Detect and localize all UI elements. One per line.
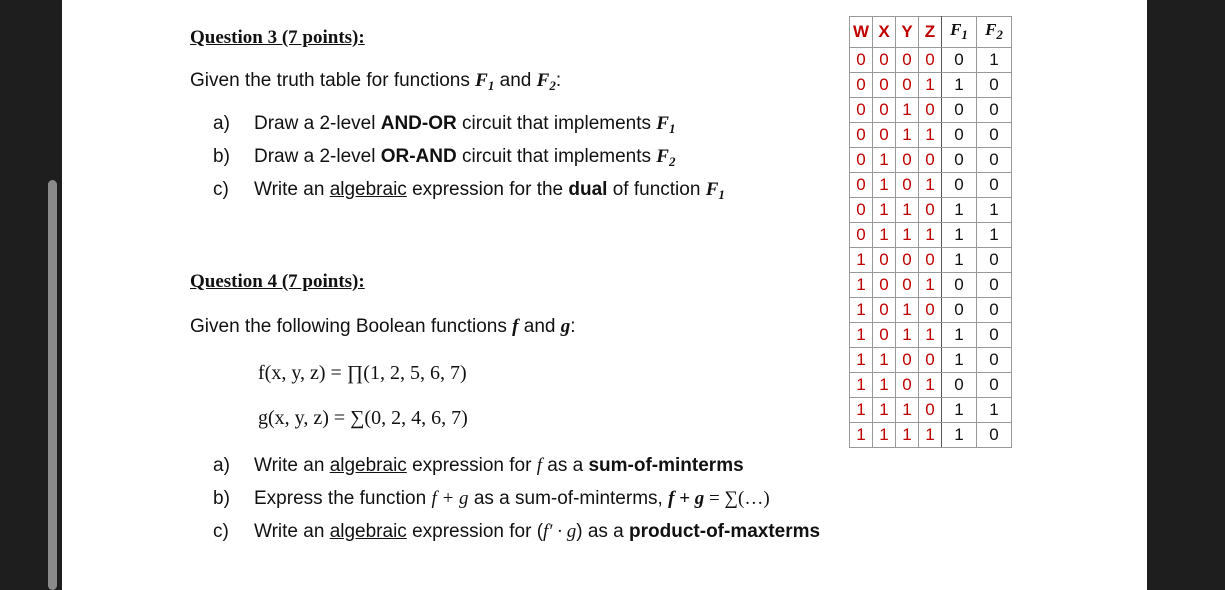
q3-item-c: Write an algebraic expression for the dual of function $F_1$ xyxy=(254,179,725,202)
table-row xyxy=(850,373,1012,398)
table-cell: 0 xyxy=(896,148,919,173)
table-cell: 1 xyxy=(873,198,896,223)
table-row xyxy=(850,248,1012,273)
table-cell: 1 xyxy=(942,323,977,348)
table-cell: 1 xyxy=(977,48,1012,73)
q3-item-c-letter: c) xyxy=(213,179,229,200)
table-cell: 0 xyxy=(873,323,896,348)
q4-item-c-letter: c) xyxy=(213,521,229,542)
q3-item-a: Draw a 2-level AND-OR circuit that implements $F_1$ xyxy=(254,113,676,136)
table-cell: 0 xyxy=(850,48,873,73)
table-row xyxy=(850,323,1012,348)
table-cell: 0 xyxy=(850,173,873,198)
table-cell: 0 xyxy=(942,173,977,198)
table-cell: 1 xyxy=(850,398,873,423)
table-cell: 0 xyxy=(942,48,977,73)
table-cell: 0 xyxy=(977,123,1012,148)
table-cell: 0 xyxy=(896,48,919,73)
table-cell: 0 xyxy=(896,273,919,298)
q3-item-a-letter: a) xyxy=(213,113,230,134)
table-cell: 0 xyxy=(942,148,977,173)
table-cell: 0 xyxy=(919,148,942,173)
table-cell: 0 xyxy=(977,248,1012,273)
table-cell: 0 xyxy=(942,98,977,123)
table-row xyxy=(850,348,1012,373)
table-cell: 1 xyxy=(850,248,873,273)
table-cell: 0 xyxy=(896,73,919,98)
table-row xyxy=(850,148,1012,173)
table-cell: 0 xyxy=(850,123,873,148)
table-cell: 1 xyxy=(919,423,942,448)
formula-g: g(x, y, z) = ∑(0, 2, 4, 6, 7) xyxy=(258,407,468,429)
q3-item-b: Draw a 2-level OR-AND circuit that implements $F_2$ xyxy=(254,146,676,169)
table-row xyxy=(850,48,1012,73)
table-cell: 0 xyxy=(873,273,896,298)
table-cell: 1 xyxy=(873,173,896,198)
table-cell: 1 xyxy=(873,398,896,423)
table-cell: 0 xyxy=(873,73,896,98)
table-cell: 1 xyxy=(977,198,1012,223)
table-cell: 1 xyxy=(942,398,977,423)
table-cell: 1 xyxy=(873,348,896,373)
table-cell: 1 xyxy=(850,423,873,448)
table-cell: 0 xyxy=(919,98,942,123)
table-cell: 0 xyxy=(896,348,919,373)
table-cell: 0 xyxy=(977,423,1012,448)
table-cell: 0 xyxy=(873,48,896,73)
table-cell: 0 xyxy=(896,373,919,398)
table-cell: 1 xyxy=(850,273,873,298)
header-z: Z xyxy=(919,17,942,48)
table-cell: 0 xyxy=(919,348,942,373)
table-cell: 1 xyxy=(896,198,919,223)
table-cell: 0 xyxy=(919,198,942,223)
table-cell: 1 xyxy=(850,323,873,348)
formula-f: f(x, y, z) = ∏(1, 2, 5, 6, 7) xyxy=(258,362,467,384)
table-cell: 1 xyxy=(977,223,1012,248)
table-cell: 0 xyxy=(977,73,1012,98)
table-cell: 1 xyxy=(942,423,977,448)
table-cell: 1 xyxy=(850,348,873,373)
q4-item-c: Write an algebraic expression for (f′ · g) as a product-of-maxterms xyxy=(254,521,821,542)
table-cell: 0 xyxy=(873,98,896,123)
q4-item-b: Express the function f + g as a sum-of-minterms, f + g = ∑(…) xyxy=(254,488,770,509)
table-cell: 0 xyxy=(919,298,942,323)
q3-item-b-letter: b) xyxy=(213,146,230,167)
table-cell: 0 xyxy=(977,173,1012,198)
table-cell: 0 xyxy=(919,48,942,73)
table-cell: 1 xyxy=(896,423,919,448)
table-row xyxy=(850,73,1012,98)
q3-heading: Question 3 (7 points): xyxy=(190,27,365,48)
table-cell: 1 xyxy=(873,373,896,398)
table-cell: 0 xyxy=(850,148,873,173)
truth-table-header xyxy=(850,17,1012,48)
table-cell: 0 xyxy=(850,73,873,98)
table-row xyxy=(850,173,1012,198)
table-cell: 0 xyxy=(919,398,942,423)
table-cell: 0 xyxy=(977,373,1012,398)
table-row xyxy=(850,98,1012,123)
table-cell: 0 xyxy=(850,198,873,223)
table-cell: 1 xyxy=(850,298,873,323)
table-cell: 1 xyxy=(942,223,977,248)
table-row xyxy=(850,423,1012,448)
table-cell: 1 xyxy=(896,298,919,323)
table-cell: 1 xyxy=(919,273,942,298)
q4-item-a-letter: a) xyxy=(213,455,230,476)
header-y: Y xyxy=(896,17,919,48)
table-cell: 0 xyxy=(896,173,919,198)
q3-intro: Given the truth table for functions $F_1$ and $F_2$: xyxy=(190,70,562,93)
q4-item-a: Write an algebraic expression for f as a sum-of-minterms xyxy=(254,455,744,476)
table-cell: 0 xyxy=(919,248,942,273)
table-row xyxy=(850,273,1012,298)
right-margin xyxy=(1147,0,1225,590)
table-cell: 1 xyxy=(873,148,896,173)
table-cell: 0 xyxy=(942,373,977,398)
table-cell: 1 xyxy=(919,173,942,198)
q4-heading: Question 4 (7 points): xyxy=(190,271,365,292)
table-cell: 1 xyxy=(896,123,919,148)
header-w: W xyxy=(850,17,873,48)
table-cell: 1 xyxy=(896,98,919,123)
q4-item-b-letter: b) xyxy=(213,488,230,509)
table-cell: 0 xyxy=(977,148,1012,173)
table-cell: 0 xyxy=(977,323,1012,348)
table-cell: 0 xyxy=(977,98,1012,123)
table-row xyxy=(850,298,1012,323)
table-cell: 0 xyxy=(942,273,977,298)
table-cell: 0 xyxy=(942,298,977,323)
table-cell: 0 xyxy=(850,223,873,248)
table-cell: 1 xyxy=(919,373,942,398)
table-cell: 1 xyxy=(977,398,1012,423)
table-row xyxy=(850,223,1012,248)
table-row xyxy=(850,398,1012,423)
table-cell: 1 xyxy=(919,223,942,248)
header-x: X xyxy=(873,17,896,48)
table-cell: 1 xyxy=(919,73,942,98)
table-cell: 0 xyxy=(896,248,919,273)
scrollbar[interactable] xyxy=(48,180,57,590)
table-cell: 0 xyxy=(977,348,1012,373)
table-cell: 0 xyxy=(850,98,873,123)
table-cell: 0 xyxy=(873,298,896,323)
table-cell: 1 xyxy=(919,323,942,348)
table-cell: 1 xyxy=(873,423,896,448)
header-f1: $F_1$ xyxy=(942,17,977,48)
table-cell: 0 xyxy=(977,298,1012,323)
table-row xyxy=(850,123,1012,148)
table-cell: 1 xyxy=(850,373,873,398)
table-cell: 1 xyxy=(942,248,977,273)
table-cell: 0 xyxy=(942,123,977,148)
table-cell: 1 xyxy=(873,223,896,248)
q4-intro: Given the following Boolean functions f and g: xyxy=(190,316,576,337)
header-f2: $F_2$ xyxy=(977,17,1012,48)
table-cell: 0 xyxy=(873,123,896,148)
table-cell: 0 xyxy=(873,248,896,273)
table-cell: 1 xyxy=(942,348,977,373)
table-cell: 1 xyxy=(896,398,919,423)
table-cell: 1 xyxy=(942,198,977,223)
truth-table xyxy=(849,16,1012,448)
table-cell: 0 xyxy=(977,273,1012,298)
table-cell: 1 xyxy=(919,123,942,148)
table-cell: 1 xyxy=(896,323,919,348)
table-row xyxy=(850,198,1012,223)
table-cell: 1 xyxy=(942,73,977,98)
table-cell: 1 xyxy=(896,223,919,248)
